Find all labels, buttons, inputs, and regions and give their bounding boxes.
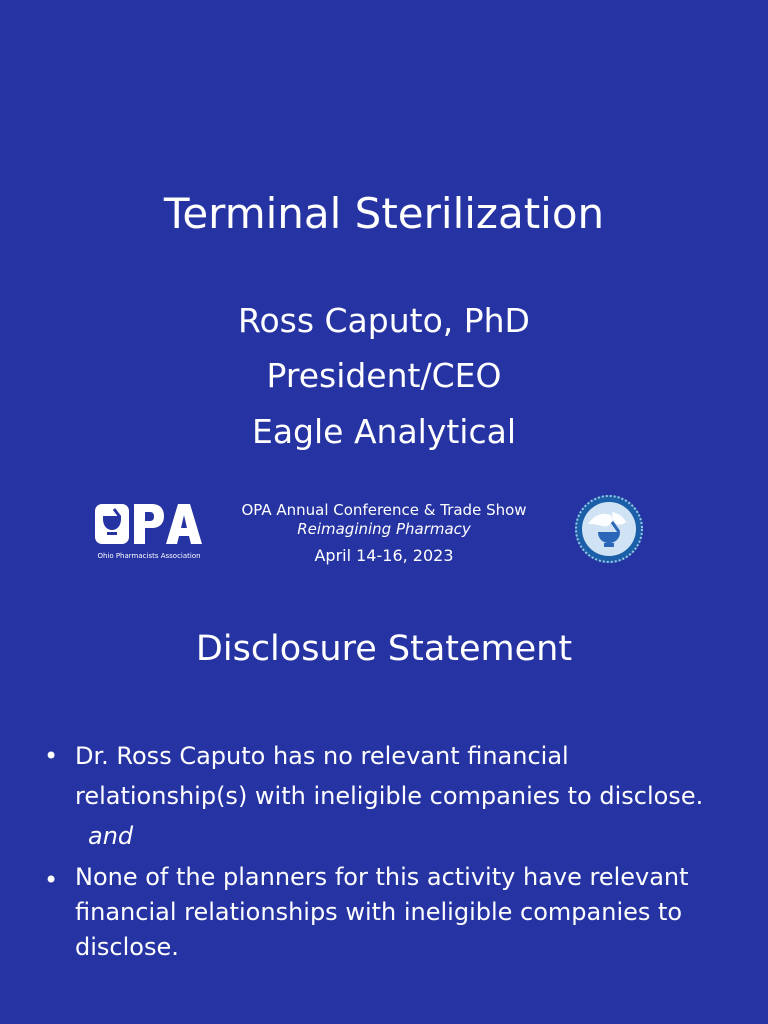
opa-logo-mark [92, 503, 206, 545]
bullet-icon: • [44, 742, 59, 770]
conference-name: OPA Annual Conference & Trade Show [241, 501, 527, 519]
bullet-icon: • [44, 866, 59, 894]
list-item [44, 736, 734, 816]
conference-theme: Reimagining Pharmacy [297, 520, 471, 538]
globe-seal-icon [574, 494, 644, 564]
presenter-role: President/CEO [266, 356, 502, 395]
list-item [44, 860, 734, 965]
disclosure-list [44, 736, 734, 965]
conference-dates: April 14-16, 2023 [314, 546, 454, 565]
disclosure-bullet-1: Dr. Ross Caputo has no relevant financial relationship(s) with ineligible companies to disclose. [75, 742, 704, 810]
opa-logo [92, 503, 206, 561]
disclosure-bullet-2: None of the planners for this activity have relevant financial relationships with ineligible companies to disclose. [75, 863, 689, 961]
slide-title: Terminal Sterilization [163, 189, 605, 238]
presenter-company: Eagle Analytical [251, 412, 517, 451]
presenter-name: Ross Caputo, PhD [238, 301, 530, 340]
opa-logo-tagline: Ohio Pharmacists Association [97, 552, 201, 560]
disclosure-title: Disclosure Statement [195, 629, 573, 669]
connector-text: and [88, 822, 134, 850]
